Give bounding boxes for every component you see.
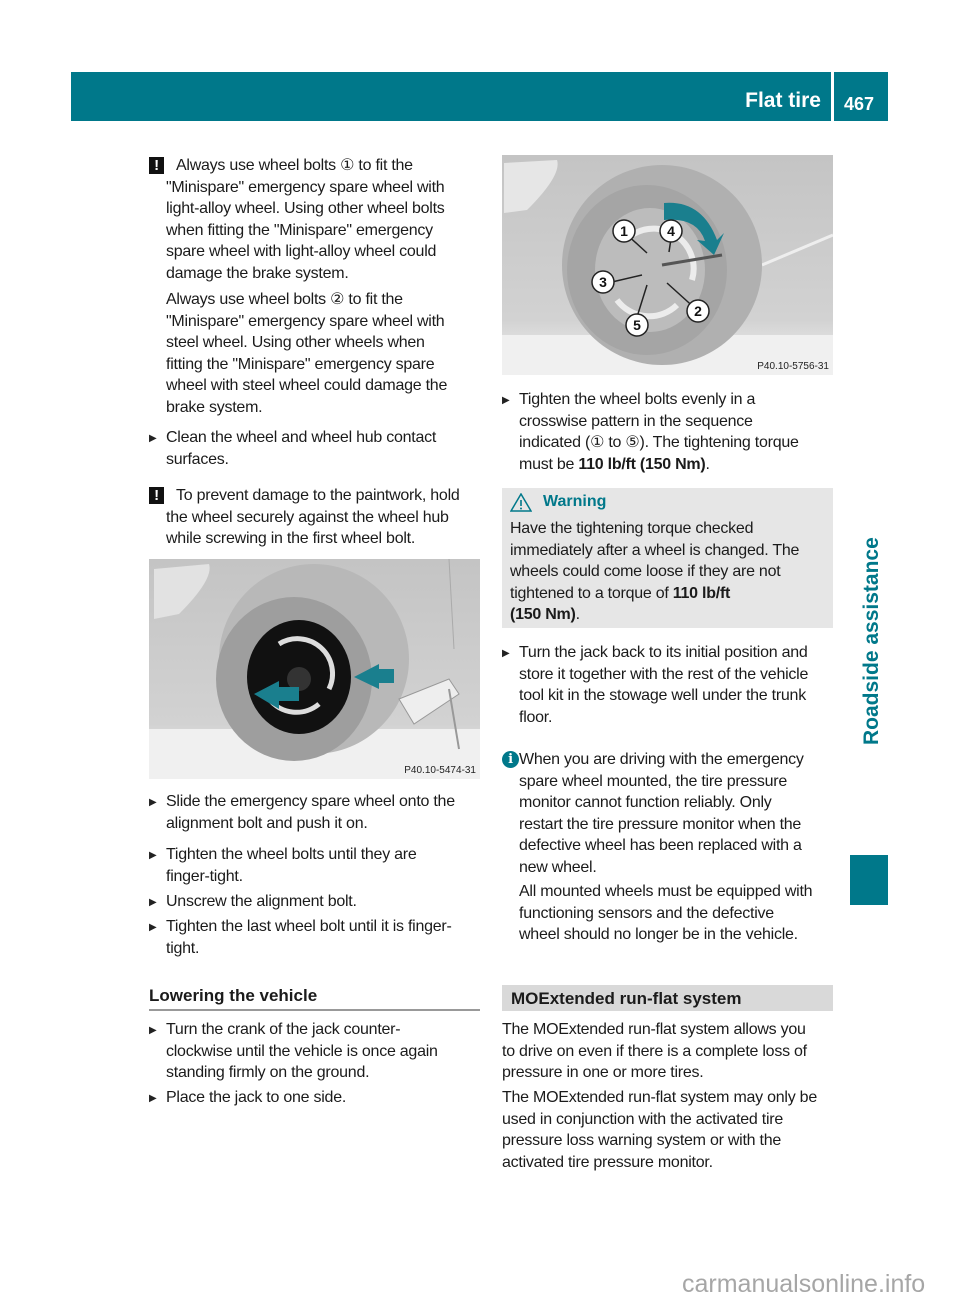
plain-paragraph	[502, 1087, 817, 1173]
plain-paragraph	[502, 1019, 807, 1084]
side-tab-marker	[850, 855, 888, 905]
text-line: The MOExtended run-flat system allows you	[502, 1021, 806, 1038]
text-line: defective wheel has been replaced with a	[519, 837, 802, 855]
figure-caption: P40.10-5756-31	[757, 361, 829, 372]
text-line: while screwing in the first wheel bolt.	[166, 530, 416, 548]
bullet-paragraph	[149, 427, 436, 470]
text-segment: must be	[519, 455, 579, 473]
text-line: to drive on even if there is a complete loss of	[502, 1042, 807, 1060]
page-number: 467	[844, 94, 875, 114]
bolt-sequence-illustration	[502, 155, 833, 375]
bullet-arrow-icon: ▶	[149, 1093, 157, 1104]
text-line: when fitting the "Minispare" emergency	[166, 221, 433, 239]
text-line: To prevent damage to the paintwork, hold	[176, 487, 460, 504]
text-line: Slide the emergency spare wheel onto the	[166, 793, 455, 810]
text-line: floor.	[519, 708, 553, 726]
text-line: "Minispare" emergency spare wheel with	[166, 178, 445, 196]
text-line: store it together with the rest of the vehicle	[519, 665, 809, 683]
bullet-arrow-icon: ▶	[502, 648, 510, 659]
text-line: spare wheel with light-alloy wheel could	[166, 243, 437, 261]
text-line: crosswise pattern in the sequence	[519, 412, 753, 430]
text-segment: tightened to a torque of	[510, 584, 673, 602]
text-line: monitor cannot function reliably. Only	[519, 794, 772, 812]
section-heading-moextended	[502, 985, 833, 1011]
text-line: When you are driving with the emergency	[519, 751, 804, 768]
bullet-arrow-icon: ▶	[149, 433, 157, 444]
header-page-box	[834, 72, 888, 121]
text-line: damage the brake system.	[166, 264, 349, 282]
info-paragraph	[502, 749, 804, 879]
section-title: Flat tire	[745, 89, 821, 112]
text-line: tool kit in the stowage well under the trunk	[519, 687, 806, 705]
text-line: light-alloy wheel. Using other wheel bolts	[166, 200, 445, 218]
caution-note-icon: !	[149, 487, 164, 504]
text-line: finger-tight.	[166, 867, 243, 885]
text-line: wheel should no longer be in the vehicle.	[519, 926, 798, 944]
header-title-bar	[71, 72, 831, 121]
text-line: "Minispare" emergency spare wheel with	[166, 312, 445, 330]
text-line	[502, 454, 799, 476]
text-line: pressure in one or more tires.	[502, 1064, 704, 1082]
text-segment: .	[575, 606, 580, 624]
caution-note-icon: !	[149, 157, 164, 174]
text-line: Place the jack to one side.	[166, 1089, 347, 1106]
text-line: tight.	[166, 939, 200, 957]
text-line: Turn the crank of the jack counter-	[166, 1021, 401, 1038]
text-line: clockwise until the vehicle is once again	[166, 1042, 438, 1060]
text-line: used in conjunction with the activated tire	[502, 1110, 783, 1128]
spare-wheel-illustration	[149, 559, 480, 779]
figure-bolt-sequence	[502, 155, 833, 375]
text-line: spare wheel mounted, the tire pressure	[519, 772, 787, 790]
callout-4: 4	[667, 223, 675, 239]
bullet-paragraph	[502, 642, 808, 728]
text-line: Unscrew the alignment bolt.	[166, 893, 357, 910]
text-line: alignment bolt and push it on.	[166, 814, 368, 832]
text-line: immediately after a wheel is changed. The	[510, 541, 800, 559]
warning-text-paragraph	[510, 518, 799, 626]
heading-divider	[149, 1009, 480, 1011]
callout-3: 3	[599, 274, 607, 290]
figure-caption: P40.10-5474-31	[404, 765, 476, 776]
text-line: surfaces.	[166, 450, 229, 468]
bold-value: 110 lb/ft (150 Nm)	[578, 455, 706, 473]
bullet-arrow-icon: ▶	[149, 1025, 157, 1036]
warning-triangle-icon	[510, 493, 532, 512]
bold-value: (150 Nm)	[510, 606, 576, 624]
text-line: brake system.	[166, 398, 263, 416]
text-line: Tighten the wheel bolts until they are	[166, 846, 417, 863]
text-line: steel wheel. Using other wheels when	[166, 334, 425, 352]
text-line: wheel with steel wheel could damage the	[166, 377, 448, 395]
callout-2: 2	[694, 303, 702, 319]
text-line: Tighten the wheel bolts evenly in a	[519, 391, 756, 408]
text-line: fitting the "Minispare" emergency spare	[166, 355, 435, 373]
text-line: pressure loss warning system or with the	[502, 1132, 781, 1150]
text-line: activated tire pressure monitor.	[502, 1153, 713, 1171]
text-paragraph	[149, 289, 447, 419]
text-line: new wheel.	[519, 858, 597, 876]
text-line: Always use wheel bolts ② to fit the	[166, 291, 403, 308]
text-segment: .	[705, 455, 710, 473]
text-line	[510, 604, 799, 626]
text-line: The MOExtended run-flat system may only be	[502, 1089, 817, 1106]
bullet-paragraph	[149, 916, 452, 959]
bullet-arrow-icon: ▶	[149, 850, 157, 861]
bullet-paragraph	[149, 891, 357, 913]
text-line: restart the tire pressure monitor when the	[519, 815, 802, 833]
bold-value: 110 lb/ft	[672, 584, 731, 602]
text-line: functioning sensors and the defective	[519, 904, 774, 922]
side-tab-label: Roadside assistance	[860, 537, 883, 745]
bullet-arrow-icon: ▶	[149, 922, 157, 933]
note-paragraph	[149, 485, 460, 550]
section-heading-lowering: Lowering the vehicle	[149, 986, 318, 1005]
text-line: Clean the wheel and wheel hub contact	[166, 429, 437, 446]
text-line: Always use wheel bolts ① to fit the	[176, 157, 413, 174]
text-line: standing firmly on the ground.	[166, 1064, 370, 1082]
text-line: Have the tightening torque checked	[510, 520, 754, 537]
text-line: the wheel securely against the wheel hub	[166, 508, 449, 526]
text-line: indicated (① to ⑤). The tightening torque	[519, 434, 799, 452]
bullet-paragraph	[149, 791, 455, 834]
watermark: carmanualsonline.info	[682, 1270, 926, 1298]
callout-1: 1	[620, 223, 628, 239]
bullet-paragraph	[149, 844, 417, 887]
note-paragraph	[149, 155, 445, 285]
bullet-paragraph	[149, 1019, 438, 1084]
text-line: Turn the jack back to its initial position and	[519, 644, 808, 661]
bullet-paragraph	[149, 1087, 346, 1109]
figure-spare-wheel-mounting	[149, 559, 480, 779]
warning-title: Warning	[543, 493, 607, 510]
text-line: Tighten the last wheel bolt until it is finger-	[166, 918, 452, 935]
text-line	[510, 583, 799, 605]
text-paragraph	[502, 881, 812, 946]
callout-5: 5	[633, 317, 641, 333]
section-heading-text: MOExtended run-flat system	[511, 989, 742, 1008]
info-icon: i	[502, 751, 519, 768]
bullet-arrow-icon: ▶	[149, 797, 157, 808]
bullet-arrow-icon: ▶	[149, 897, 157, 908]
bullet-paragraph	[502, 389, 799, 475]
text-line: All mounted wheels must be equipped with	[519, 883, 813, 900]
bullet-arrow-icon: ▶	[502, 395, 510, 406]
text-line: wheels could come loose if they are not	[510, 563, 781, 581]
